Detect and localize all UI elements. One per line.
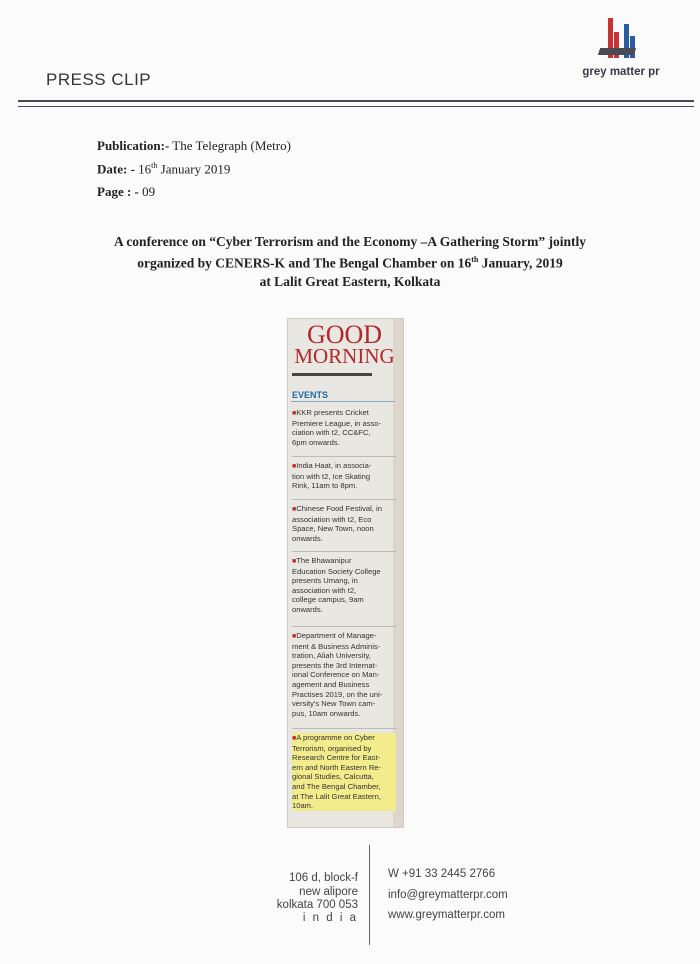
address-line: new alipore: [299, 886, 358, 898]
event-first-line: [292, 461, 396, 472]
headline-line-2-pre: organized by CENERS-K and The Bengal Chamber on 16: [137, 255, 472, 271]
event-line: onwards.: [292, 533, 323, 543]
headline-line-1: A conference on “Cyber Terrorism and the Economy –A Gathering Storm” jointly: [113, 234, 587, 249]
event-line: Research Centre for East-: [292, 753, 381, 763]
headline-line-2: [40, 251, 660, 273]
address-line: 106 d, block-f: [288, 872, 358, 884]
phone-number: W +91 33 2445 2766: [388, 868, 496, 880]
event-line: pus, 10am onwards.: [292, 708, 361, 718]
address-line: kolkata 700 053: [276, 899, 358, 911]
publication-label: Publication:-: [97, 138, 170, 153]
event-bullet-icon: ■: [292, 463, 297, 470]
event-line: tion with t2, Ice Skating: [292, 471, 371, 481]
website-link: www.greymatterpr.com: [388, 909, 505, 921]
event-line: agement and Business: [292, 679, 370, 689]
event-line: ciation with t2, CC&FC,: [292, 428, 371, 438]
events-rule: [291, 401, 395, 402]
event-line: Department of Manage-: [296, 631, 377, 640]
event-line: Space, New Town, noon: [292, 524, 374, 534]
logo-text: grey matter pr: [582, 66, 660, 78]
address-line: i n d i a: [302, 912, 358, 924]
headline-line-3: at Lalit Great Eastern, Kolkata: [259, 273, 441, 289]
event-bullet-icon: ■: [292, 633, 297, 640]
event-item: [292, 631, 396, 718]
press-clip-label: PRESS CLIP: [46, 70, 152, 89]
date-suffix: th: [151, 161, 158, 170]
page-value: 09: [142, 184, 156, 199]
footer-divider: [369, 845, 370, 945]
event-line: A programme on Cyber: [296, 733, 375, 742]
event-line: 10am.: [292, 801, 314, 811]
date-label: Date: -: [97, 161, 135, 177]
events-heading: EVENTS: [292, 390, 329, 400]
event-line: KKR presents Cricket: [296, 408, 369, 417]
event-line: ment & Business Adminis-: [292, 641, 381, 651]
event-bullet-icon: ■: [292, 410, 297, 417]
event-divider: [292, 728, 396, 729]
event-line: gional Studies, Calcutta,: [292, 772, 374, 782]
event-first-line: [292, 556, 396, 567]
event-bullet-icon: ■: [292, 735, 297, 742]
event-line: 6pm onwards.: [292, 437, 340, 447]
event-line: association with t2, Eco: [292, 514, 372, 524]
event-line: presents the 3rd Internat-: [292, 660, 378, 670]
page-label: Page : -: [97, 184, 139, 199]
event-line: ional Conference on Man-: [292, 670, 380, 680]
event-line: college campus, 9am: [292, 595, 364, 605]
event-line: versity's New Town cam-: [292, 699, 376, 709]
event-bullet-icon: ■: [292, 506, 297, 513]
event-first-line: [292, 504, 396, 515]
event-line: Education Society College: [292, 566, 381, 576]
grey-matter-logo-icon: [592, 8, 652, 58]
date-rest: January 2019: [160, 161, 231, 177]
event-item: [292, 556, 396, 615]
date-day: 16: [138, 161, 152, 177]
event-item: [292, 408, 396, 447]
event-divider: [292, 499, 396, 500]
event-item: [292, 461, 396, 491]
event-line: Rink, 11am to 8pm.: [292, 481, 358, 491]
masthead-good: GOOD: [306, 320, 383, 349]
date-line: [97, 161, 230, 177]
event-line: onwards.: [292, 604, 323, 614]
event-line: presents Umang, in: [292, 576, 358, 586]
event-line: ern and North Eastern Re-: [292, 762, 382, 772]
event-divider: [292, 551, 396, 552]
event-first-line: [292, 408, 396, 419]
headline-line-2-post: January, 2019: [481, 255, 563, 271]
logo-base: [598, 48, 636, 55]
publication-value: The Telegraph (Metro): [172, 138, 291, 153]
event-line: at The Lalit Great Eastern,: [292, 791, 381, 801]
event-divider: [292, 456, 396, 457]
headline: [40, 233, 660, 291]
event-line: Chinese Food Festival, in: [296, 504, 382, 513]
event-line: Terrorism, organised by: [292, 743, 372, 753]
publication-line: [97, 138, 291, 154]
masthead-bar: [292, 373, 372, 376]
headline-line-2-sup: th: [471, 255, 479, 264]
event-line: Practises 2019, on the uni-: [292, 689, 383, 699]
email-address: info@greymatterpr.com: [388, 889, 508, 901]
masthead-morning: MORNING: [294, 344, 395, 368]
event-item: [292, 733, 396, 811]
event-item: [292, 504, 396, 543]
event-line: The Bhawanipur: [296, 556, 352, 565]
event-first-line: [292, 631, 396, 642]
header-rule-thin: [18, 106, 694, 107]
event-first-line: [292, 733, 396, 744]
page-line: [97, 184, 155, 200]
event-divider: [292, 626, 396, 627]
event-bullet-icon: ■: [292, 558, 297, 565]
header-rule: [18, 100, 694, 102]
event-line: India Haat, in associa-: [296, 461, 372, 470]
event-line: Premiere League, in asso-: [292, 418, 382, 428]
event-line: tration, Aliah University,: [292, 651, 371, 661]
event-line: association with t2,: [292, 585, 357, 595]
event-line: and The Bengal Chamber,: [292, 781, 381, 791]
